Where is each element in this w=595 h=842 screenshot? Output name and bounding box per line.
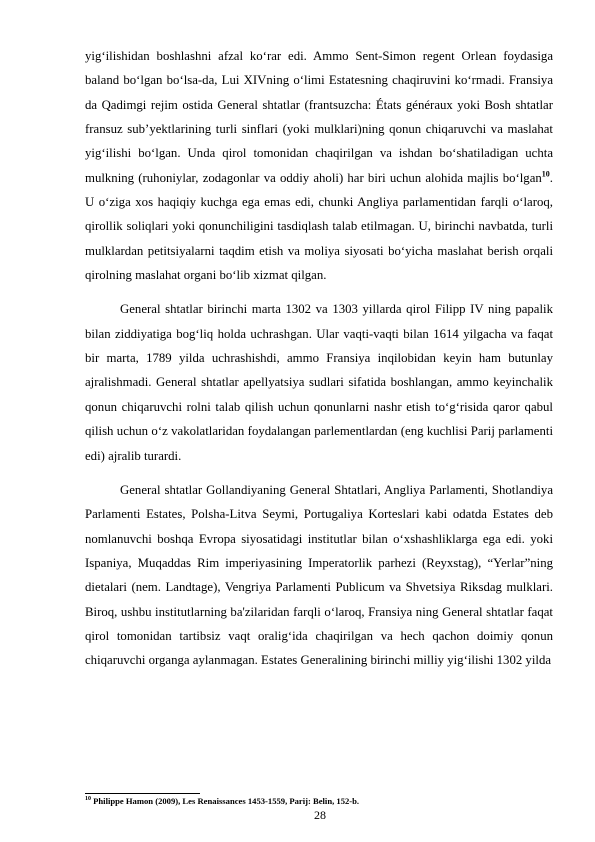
page-number: 28 xyxy=(314,808,326,822)
page-body xyxy=(85,44,553,673)
paragraph-3: General shtatlar Gollandiyaning General Shtatlari, Angliya Parlamenti, Shotlandiya Parlamenti Estates, Polsha-Litva Seymi, Portugaliya Korteslari kabi odatda Estates deb nomlanuvchi boshqa Evropa siyosatidagi institutlar bilan o‘xshashliklarga ega edi. yoki Ispaniya, Muqaddas Rim imperiyasining Imperatorlik parhezi (Reyxstag), “Yerlar”ning dietalari (nem. Landtage), Vengriya Parlamenti Publicum va Shvetsiya Riksdag mulklari. Biroq, ushbu institutlarning ba'zilaridan farqli o‘laroq, Fransiya ning General shtatlar faqat qirol tomonidan tartibsiz vaqt oralig‘ida chaqirilgan va hech qachon doimiy qonun chiqaruvchi organga aylanmagan. Estates Generalining birinchi milliy yig‘ilishi 1302 yilda xyxy=(85,482,553,668)
paragraph-1-text-before: yig‘ilishidan boshlashni afzal ko‘rar edi. Ammo Sent-Simon regent Orlean foydasiga baland bo‘lgan bo‘lsa-da, Lui XIVning o‘limi Estatesning chaqiruvini ko‘rmadi. Fransiya da Qadimgi rejim ostida General shtatlar (frantsuzcha: États généraux yoki Bosh shtatlar fransuz sub’yektlarining turli sinflari (yoki mulklari)ning qonun chiqaruvchi va maslahat yig‘ilishi bo‘lgan. Unda qirol tomonidan chaqirilgan va ishdan bo‘shatiladigan uchta mulkning (ruhoniylar, zodagonlar va oddiy aholi) har biri uchun alohida majlis bo‘lgan xyxy=(85,49,553,185)
footnote-number: 10 xyxy=(85,796,91,803)
paragraph-1 xyxy=(85,44,553,287)
footnote-reference[interactable]: 10 xyxy=(541,169,550,179)
paragraph-2: General shtatlar birinchi marta 1302 va 1303 yillarda qirol Filipp IV ning papalik bilan ziddiyatiga bog‘liq holda uchrashgan. Ular vaqti-vaqti bilan 1614 yilgacha va faqat bir marta, 1789 yilda uchrashishdi, ammo Fransiya inqilobidan keyin ham butunlay ajralishmadi. General shtatlar apellyatsiya sudlari sifatida boshlangan, ammo keyinchalik qonun chiqaruvchi rolni talab qilish uchun qonunlarni nashr etish to‘g‘risida qaror qabul qilish uchun o‘z vakolatlaridan foydalangan parlementlardan (eng kuchlisi Parij parlamenti edi) ajralib turardi. xyxy=(85,302,553,463)
footnote xyxy=(85,795,553,807)
footnote-separator xyxy=(85,793,200,794)
footnote-text: Philippe Hamon (2009), Les Renaissances 1453-1559, Parij: Belin, 152-b. xyxy=(91,796,360,806)
paragraph-1-text-after: . U o‘ziga xos haqiqiy kuchga ega emas edi, chunki Angliya parlamentidan farqli o‘laroq, qirollik soliqlari yoki qonunchiligini tasdiqlash talab etilmagan. U, birinchi navbatda, turli mulklardan petitsiyalarni taqdim etish va moliya siyosati bo‘yicha maslahat berish orqali qirolning maslahat organi bo‘lib xizmat qilgan. xyxy=(85,170,553,283)
